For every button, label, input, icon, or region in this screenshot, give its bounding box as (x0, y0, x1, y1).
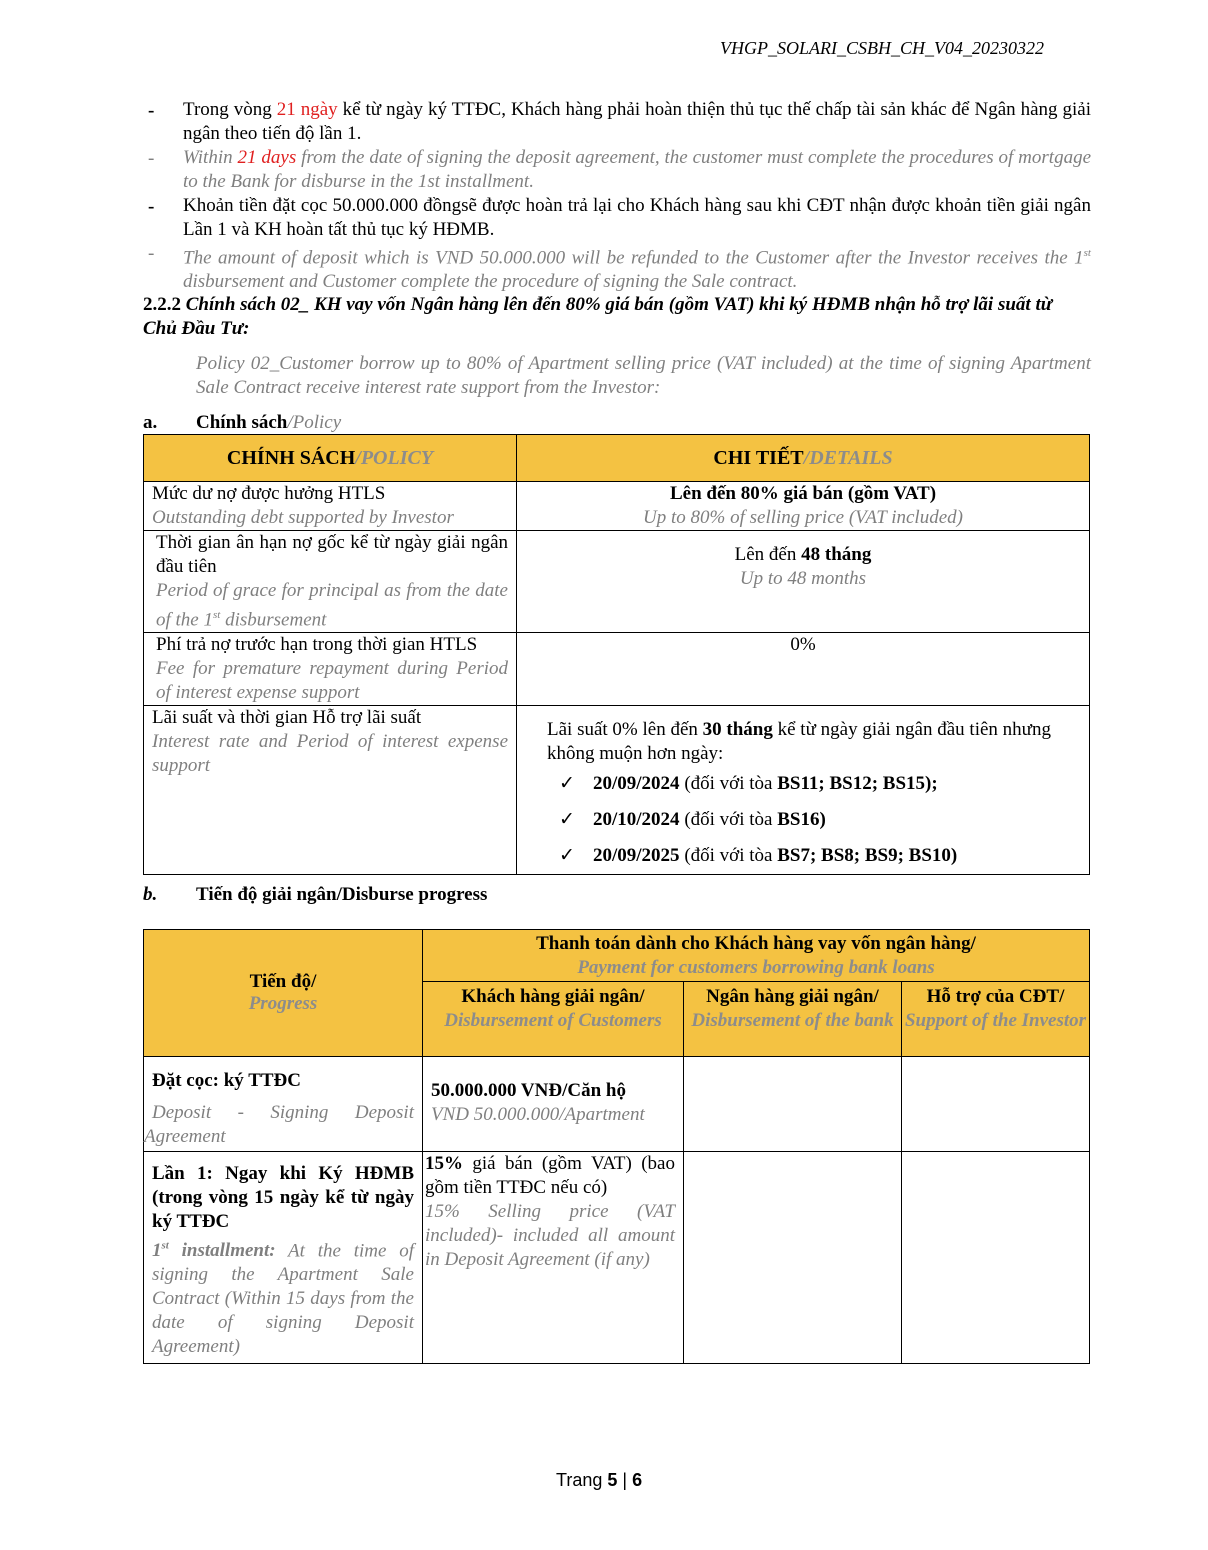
details-row-1: Lên đến 80% giá bán (gồm VAT) Up to 80% of selling price (VAT included) (517, 482, 1090, 531)
investor-row-1 (902, 1057, 1090, 1152)
bank-row-1 (684, 1057, 902, 1152)
bank-row-2 (684, 1152, 902, 1364)
details-row-3: 0% (517, 633, 1090, 706)
bullet-en-1: Within 21 days from the date of signing the deposit agreement, the customer must complete the procedures of mortgage to the Bank for disburse in the 1st installment. (183, 147, 1092, 192)
dash-bullet: - (148, 196, 155, 217)
section-subtitle: Policy 02_Customer borrow up to 80% of Apartment selling price (VAT included) at the time of signing Apartment Sale Contract receive interest rate support from the Investor: (196, 353, 1091, 398)
customer-row-2: 15% giá bán (gồm VAT) (bao gồm tiền TTĐC nếu có) 15% Selling price (VAT included)- included all amount in Deposit Agreement (if any) (423, 1152, 684, 1364)
progress-header: Tiến độ/ Progress (144, 930, 423, 1057)
dash-bullet: - (148, 148, 155, 169)
section-heading: 2.2.2 Chính sách 02_ KH vay vốn Ngân hàng lên đến 80% giá bán (gồm VAT) khi ký HĐMB nhận hỗ trợ lãi suất từ Chủ Đầu Tư: (143, 294, 1053, 339)
part-a-label: Chính sách/Policy (196, 412, 342, 433)
progress-row-1: Đặt cọc: ký TTĐC Deposit - Signing Deposit Agreement (144, 1057, 423, 1152)
bullet-vi-2: Khoản tiền đặt cọc 50.000.000 đồngsẽ được hoàn trả lại cho Khách hàng sau khi CĐT nhận được khoản tiền giải ngân Lần 1 và KH hoàn tất thủ tục ký HĐMB. (183, 195, 1091, 240)
policy-row-3: Phí trả nợ trước hạn trong thời gian HTLS Fee for premature repayment during Period of interest expense support (144, 633, 517, 706)
part-a-letter: a. (143, 412, 158, 433)
policy-header: CHÍNH SÁCH/POLICY (144, 435, 517, 482)
check-icon: ✓ (559, 809, 575, 831)
payment-header: Thanh toán dành cho Khách hàng vay vốn ngân hàng/ Payment for customers borrowing bank loans (423, 930, 1090, 982)
policy-row-2: Thời gian ân hạn nợ gốc kể từ ngày giải ngân đầu tiên Period of grace for principal as from the date of the 1st disbursement (144, 531, 517, 633)
policy-row-1: Mức dư nợ được hưởng HTLS Outstanding debt supported by Investor (144, 482, 517, 531)
check-icon: ✓ (559, 773, 575, 795)
check-icon: ✓ (559, 845, 575, 867)
customer-row-1: 50.000.000 VNĐ/Căn hộ VND 50.000.000/Apartment (423, 1057, 684, 1152)
details-row-2: Lên đến 48 tháng Up to 48 months (517, 531, 1090, 633)
bullet-en-2: The amount of deposit which is VND 50.000.000 will be refunded to the Customer after the Investor receives the 1st disbursement and Customer complete the procedure of signing the Sale contract. (183, 247, 1091, 293)
part-b-label: Tiến độ giải ngân/Disburse progress (196, 884, 488, 905)
page-number: Trang 5 | 6 (556, 1470, 643, 1490)
dash-bullet: - (148, 100, 155, 121)
check-item: ✓ 20/09/2025 (đối với tòa BS7; BS8; BS9; BS10) (559, 838, 1059, 874)
progress-row-2: Lần 1: Ngay khi Ký HĐMB (trong vòng 15 ngày kể từ ngày ký TTĐC 1st installment: At the time of signing the Apartment Sale Contract (Within 15 days from the date of signing Deposit Agreement) (144, 1152, 423, 1364)
part-b-letter: b. (143, 884, 158, 905)
details-row-4: Lãi suất 0% lên đến 30 tháng kể từ ngày giải ngân đầu tiên nhưng không muộn hơn ngày: ✓ 20/09/2024 (đối với tòa BS11; BS12; BS15); ✓ 20/10/2024 (đối với tòa BS16) ✓ 20/09/2025 (đối với tòa BS7; BS8; BS9; BS10) (517, 706, 1090, 875)
investor-row-2 (902, 1152, 1090, 1364)
check-item: ✓ 20/10/2024 (đối với tòa BS16) (559, 802, 1059, 838)
customer-disburse-header: Khách hàng giải ngân/ Disbursement of Customers (423, 982, 684, 1057)
policy-table (143, 434, 1090, 875)
document-code: VHGP_SOLARI_CSBH_CH_V04_20230322 (720, 38, 1044, 58)
investor-support-header: Hỗ trợ của CĐT/ Support of the Investor (902, 982, 1090, 1057)
dash-bullet: - (148, 243, 155, 264)
disburse-table (143, 929, 1090, 1364)
check-item: ✓ 20/09/2024 (đối với tòa BS11; BS12; BS15); (559, 766, 1059, 802)
details-header: CHI TIẾT/DETAILS (517, 435, 1090, 482)
bank-disburse-header: Ngân hàng giải ngân/ Disbursement of the bank (684, 982, 902, 1057)
policy-row-4: Lãi suất và thời gian Hỗ trợ lãi suất Interest rate and Period of interest expense support (144, 706, 517, 875)
bullet-vi-1: Trong vòng 21 ngày kể từ ngày ký TTĐC, Khách hàng phải hoàn thiện thủ tục thế chấp tài sản khác để Ngân hàng giải ngân theo tiến độ lần 1. (183, 99, 1091, 144)
